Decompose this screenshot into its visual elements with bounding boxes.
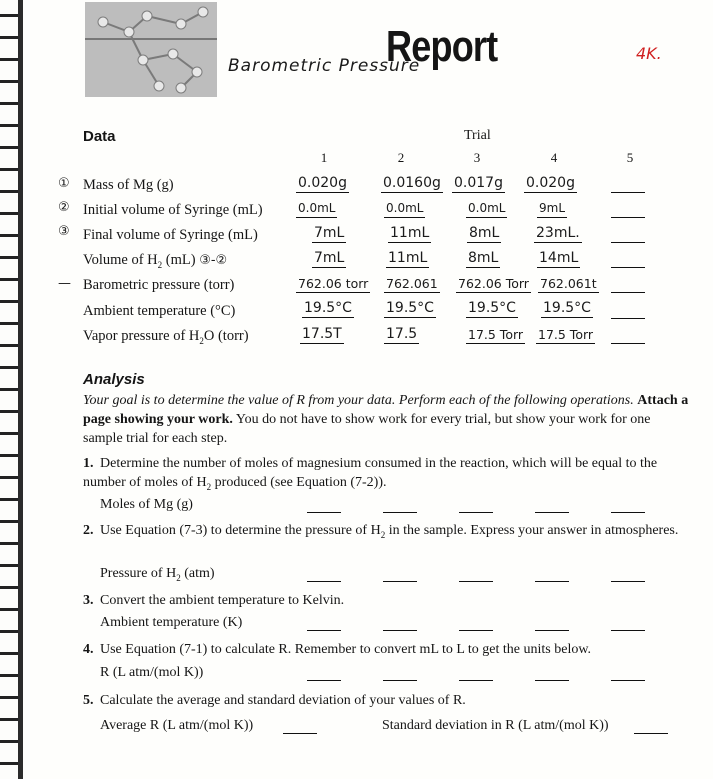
row-moles-mg: Moles of Mg (g) xyxy=(100,497,193,512)
row-label-ambient-temp: Ambient temperature (°C) xyxy=(83,303,236,319)
value-initial-4: 9mL xyxy=(537,200,567,218)
step-5: 5. Calculate the average and standard deviation of your values of R. xyxy=(83,693,466,708)
trial-number-5: 5 xyxy=(626,150,634,165)
row-pressure-h2: Pressure of $H_2$ (atm) xyxy=(100,566,215,583)
value-ambient-1: 19.5°C xyxy=(304,300,352,316)
blank-kelvin-4[interactable] xyxy=(535,630,569,631)
value-ambient-2: 19.5°C xyxy=(386,300,434,316)
margin-mark-3: ③ xyxy=(58,224,70,239)
value-final-3: 8mL xyxy=(469,225,500,241)
analysis-heading: Analysis xyxy=(83,371,145,388)
value-initial-3: 0.0mL xyxy=(466,200,507,218)
blank-trial5-initial[interactable] xyxy=(611,217,645,218)
volume-formula-note: ③-② xyxy=(199,253,228,268)
value-ambient-3: 19.5°C xyxy=(468,300,516,316)
blank-moles-2[interactable] xyxy=(383,512,417,513)
margin-mark-dash: — xyxy=(58,276,71,291)
trial-number-3: 3 xyxy=(473,150,481,165)
value-final-2: 11mL xyxy=(390,225,430,241)
row-label-vapor-pressure: Vapor pressure of $H_2O$ (torr) xyxy=(83,328,249,346)
blank-moles-3[interactable] xyxy=(459,512,493,513)
value-initial-2: 0.0mL xyxy=(384,200,425,218)
row-label-initial-volume: Initial volume of Syringe (mL) xyxy=(83,202,263,218)
blank-r-1[interactable] xyxy=(307,680,341,681)
step-3: 3. Convert the ambient temperature to Kelvin. xyxy=(83,593,345,608)
blank-r-4[interactable] xyxy=(535,680,569,681)
step-1: 1. Determine the number of moles of magnesium consumed in the reaction, which will be equal to the number of moles of $H_2$ produced (see Equation (7-2)). xyxy=(83,456,658,492)
blank-trial5-volume[interactable] xyxy=(611,267,645,268)
trial-number-2: 2 xyxy=(397,150,405,165)
value-final-4: 23mL. xyxy=(536,225,580,241)
blank-trial5-baro[interactable] xyxy=(611,292,645,293)
blank-kelvin-5[interactable] xyxy=(611,630,645,631)
blank-r-2[interactable] xyxy=(383,680,417,681)
row-ambient-kelvin: Ambient temperature (K) xyxy=(100,615,243,630)
value-mass-4: 0.020g xyxy=(526,175,575,191)
grade-mark: 4K. xyxy=(636,44,662,63)
value-volume-1: 7mL xyxy=(314,250,345,266)
molecule-graphic xyxy=(85,2,217,97)
margin-mark-2: ② xyxy=(58,200,70,215)
blank-trial5-mass[interactable] xyxy=(611,192,645,193)
blank-trial5-ambient[interactable] xyxy=(611,318,645,319)
value-vapor-4: 17.5 Torr xyxy=(538,327,594,342)
trial-number-4: 4 xyxy=(550,150,558,165)
value-final-1: 7mL xyxy=(314,225,345,241)
value-mass-2: 0.0160g xyxy=(383,175,441,191)
blank-pressure-4[interactable] xyxy=(535,581,569,582)
blank-trial5-vapor[interactable] xyxy=(611,343,645,344)
trial-heading: Trial xyxy=(464,128,491,143)
blank-moles-4[interactable] xyxy=(535,512,569,513)
spiral-binding xyxy=(0,0,20,779)
value-baro-3: 762.06 Torr xyxy=(458,276,529,291)
blank-pressure-3[interactable] xyxy=(459,581,493,582)
blank-r-3[interactable] xyxy=(459,680,493,681)
value-ambient-4: 19.5°C xyxy=(543,300,591,316)
blank-kelvin-1[interactable] xyxy=(307,630,341,631)
worksheet-page xyxy=(23,0,713,779)
row-label-mass: Mass of Mg (g) xyxy=(83,177,174,193)
value-mass-1: 0.020g xyxy=(298,175,347,191)
blank-pressure-5[interactable] xyxy=(611,581,645,582)
value-mass-3: 0.017g xyxy=(454,175,503,191)
blank-kelvin-2[interactable] xyxy=(383,630,417,631)
margin-mark-1: ① xyxy=(58,176,70,191)
value-baro-1: 762.06 torr xyxy=(298,276,369,291)
value-baro-2: 762.061 xyxy=(386,276,438,291)
stdev-r-label: Standard deviation in R (L atm/(mol K)) xyxy=(382,718,609,733)
row-label-final-volume: Final volume of Syringe (mL) xyxy=(83,227,258,243)
data-heading: Data xyxy=(83,128,116,145)
value-volume-4: 14mL xyxy=(539,250,579,266)
blank-moles-5[interactable] xyxy=(611,512,645,513)
value-vapor-2: 17.5 xyxy=(386,326,418,342)
blank-kelvin-3[interactable] xyxy=(459,630,493,631)
value-baro-4: 762.061t xyxy=(540,276,597,291)
value-volume-3: 8mL xyxy=(468,250,499,266)
page-title: Report xyxy=(386,22,498,71)
value-vapor-1: 17.5T xyxy=(302,326,342,342)
handwritten-title-note: Barometric Pressure xyxy=(228,56,421,76)
average-r-label: Average R (L atm/(mol K)) xyxy=(100,718,254,733)
value-vapor-3: 17.5 Torr xyxy=(468,327,524,342)
row-label-h2-volume: Volume of $H_2$ (mL) ③-② xyxy=(83,252,228,270)
blank-trial5-final[interactable] xyxy=(611,242,645,243)
row-label-barometric-pressure: Barometric pressure (torr) xyxy=(83,277,235,293)
blank-average-r[interactable] xyxy=(283,733,317,734)
blank-stdev-r[interactable] xyxy=(634,733,668,734)
blank-pressure-2[interactable] xyxy=(383,581,417,582)
analysis-intro: Your goal is to determine the value of R from your data. Perform each of the following operations. Attach a page showing your work. You do not have to show work for every trial, but show your work for one sample trial for each step. xyxy=(83,393,689,446)
blank-moles-1[interactable] xyxy=(307,512,341,513)
blank-pressure-1[interactable] xyxy=(307,581,341,582)
blank-r-5[interactable] xyxy=(611,680,645,681)
value-volume-2: 11mL xyxy=(388,250,428,266)
step-4: 4. Use Equation (7-1) to calculate R. Remember to convert mL to L to get the units below. xyxy=(83,642,592,657)
step-2: 2. Use Equation (7-3) to determine the pressure of $H_2$ in the sample. Express your answer in atmospheres. xyxy=(83,523,679,540)
value-initial-1: 0.0mL xyxy=(296,200,337,218)
trial-number-1: 1 xyxy=(320,150,328,165)
row-r-value: R (L atm/(mol K)) xyxy=(100,665,204,680)
